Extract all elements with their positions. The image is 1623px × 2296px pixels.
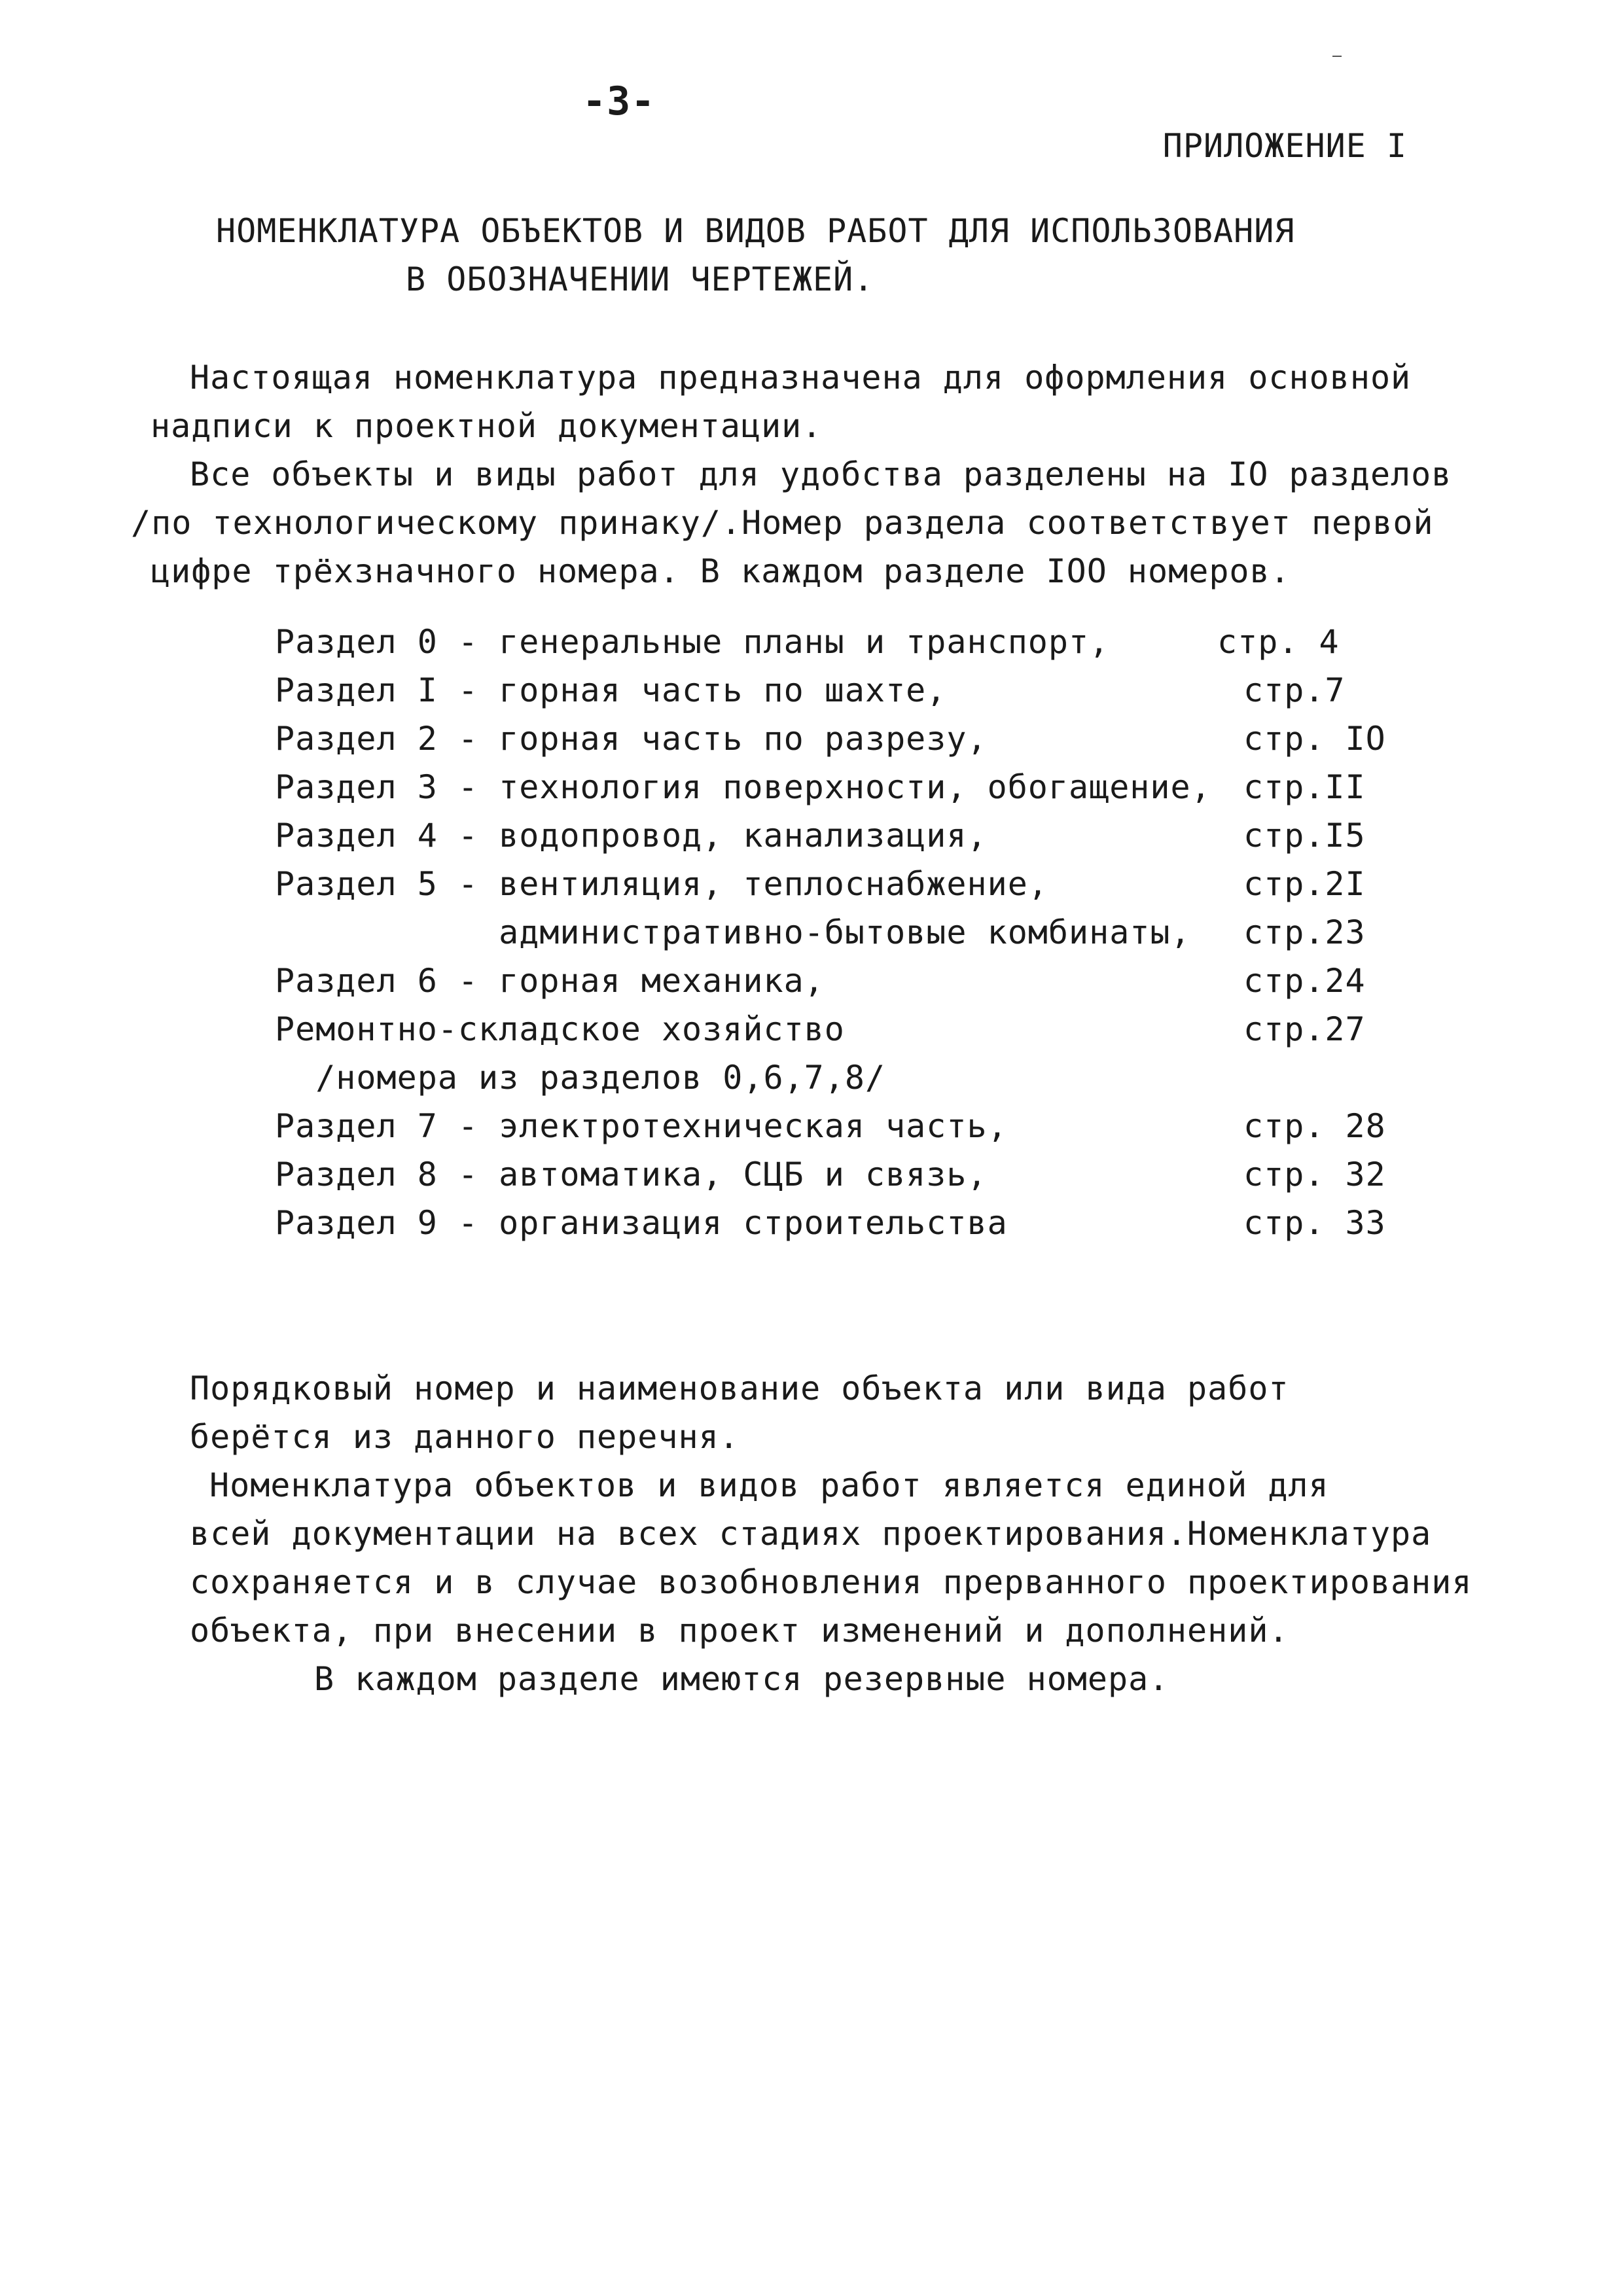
section-page-ref: стр. 33 [1243, 1204, 1386, 1242]
section-row [275, 1102, 1420, 1150]
section-title: /номера из разделов 0,6,7,8/ [275, 1059, 886, 1097]
outro-line: Порядковый номер и наименование объекта или вида работ [190, 1369, 1289, 1407]
section-page-ref: стр. 32 [1243, 1156, 1386, 1193]
section-page-ref: стр.27 [1243, 1010, 1366, 1048]
section-title: Раздел 7 - электротехническая часть, [275, 1107, 1008, 1145]
outro-line: всей документации на всех стадиях проектирования.Номенклатура [190, 1515, 1432, 1553]
intro-line: Все объекты и виды работ для удобства разделены на IO разделов [190, 455, 1452, 493]
page-number: -3- [582, 79, 656, 124]
section-page-ref: стр. 28 [1243, 1107, 1386, 1145]
section-row [275, 1150, 1420, 1199]
section-row [275, 618, 1420, 666]
heading-line-2: В ОБОЗНАЧЕНИИ ЧЕРТЕЖЕЙ. [406, 260, 874, 298]
section-page-ref: стр.2I [1243, 865, 1366, 903]
section-title: административно-бытовые комбинаты, [275, 913, 1191, 951]
intro-line: цифре трёхзначного номера. В каждом разделе IOO номеров. [151, 552, 1291, 590]
section-title: Раздел 5 - вентиляция, теплоснабжение, [275, 865, 1048, 903]
section-row [275, 1053, 1420, 1102]
appendix-label: ПРИЛОЖЕНИЕ I [1162, 127, 1407, 165]
section-page-ref: стр.7 [1243, 671, 1346, 709]
section-row [275, 957, 1420, 1005]
section-row [275, 1005, 1420, 1053]
section-title: Раздел 3 - технология поверхности, обогащение, [275, 768, 1211, 806]
outro-line: объекта, при внесении в проект изменений и дополнений. [190, 1612, 1289, 1650]
section-page-ref: стр.24 [1243, 962, 1366, 1000]
section-title: Раздел 9 - организация строительства [275, 1204, 1008, 1242]
intro-line: Настоящая номенклатура предназначена для оформления основной [190, 359, 1412, 397]
intro-line: /по технологическому принаку/.Номер раздела соответствует первой [131, 504, 1434, 542]
section-row [275, 715, 1420, 763]
section-row [275, 763, 1420, 811]
section-title: Раздел I - горная часть по шахте, [275, 671, 947, 709]
section-page-ref: стр. 4 [1217, 623, 1340, 661]
section-row [275, 908, 1420, 957]
section-row [275, 1199, 1420, 1247]
outro-line: сохраняется и в случае возобновления прерванного проектирования [190, 1563, 1472, 1601]
section-page-ref: стр. IO [1243, 720, 1386, 758]
outro-line: Номенклатура объектов и видов работ является единой для [209, 1466, 1329, 1504]
section-title: Раздел 8 - автоматика, СЦБ и связь, [275, 1156, 988, 1193]
section-title: Раздел 2 - горная часть по разрезу, [275, 720, 988, 758]
outro-line: В каждом разделе имеются резервные номера. [314, 1660, 1169, 1698]
section-row [275, 666, 1420, 715]
section-page-ref: стр.23 [1243, 913, 1366, 951]
section-list [275, 618, 1420, 1247]
section-row [275, 811, 1420, 860]
section-page-ref: стр.I5 [1243, 817, 1366, 855]
section-title: Раздел 6 - горная механика, [275, 962, 825, 1000]
section-title: Раздел 0 - генеральные планы и транспорт, [275, 623, 1110, 661]
intro-line: надписи к проектной документации. [151, 407, 823, 445]
section-page-ref: стр.II [1243, 768, 1366, 806]
outro-line: берётся из данного перечня. [190, 1418, 740, 1456]
heading-line-1: НОМЕНКЛАТУРА ОБЪЕКТОВ И ВИДОВ РАБОТ ДЛЯ ИСПОЛЬЗОВАНИЯ [216, 212, 1295, 250]
section-title: Ремонтно-складское хозяйство [275, 1010, 845, 1048]
scan-mark [1332, 56, 1342, 57]
section-row [275, 860, 1420, 908]
section-title: Раздел 4 - водопровод, канализация, [275, 817, 988, 855]
